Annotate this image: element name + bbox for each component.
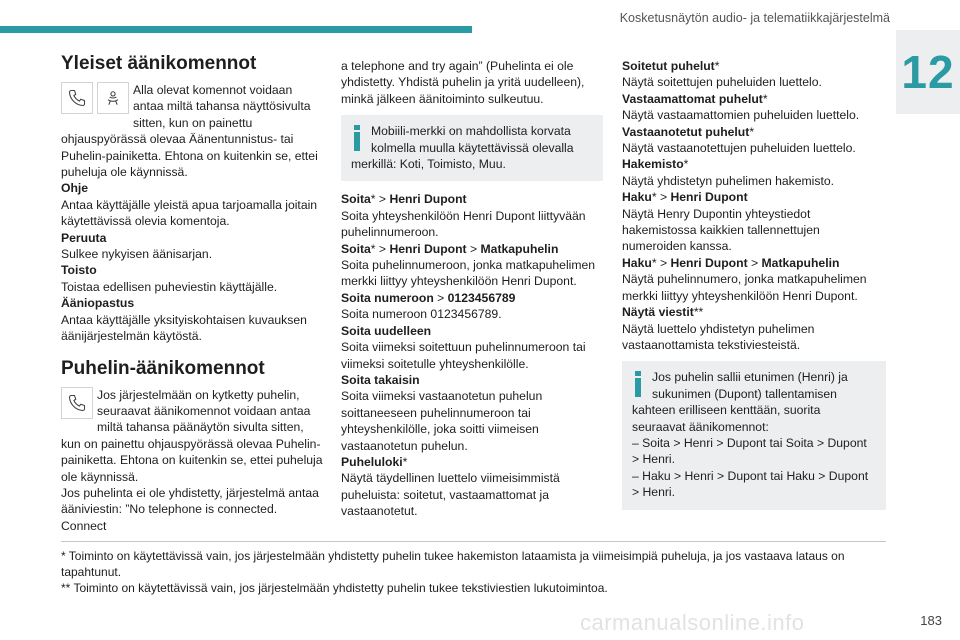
command-title: Soita uudelleen — [341, 323, 432, 338]
command-description: Soita puhelinnumeroon, jonka matkapuhelimen merkki liittyy yhteyshenkilöön Henri Dupont. — [341, 258, 596, 289]
footnotes — [61, 548, 886, 596]
command-title: Hakemisto* — [622, 157, 689, 172]
command-title: Puheluloki* — [341, 454, 408, 469]
command-title: Näytä viestit** — [622, 305, 704, 320]
steering-voice-icon — [97, 82, 129, 114]
info-text: Jos puhelin sallii etunimen (Henri) ja sukunimen (Dupont) tallentamisen kahteen erilliseen kenttään, suorita seuraavat äänikomennot: — [632, 370, 848, 434]
command-title: Haku* > Henri Dupont > Matkapuhelin — [622, 255, 840, 270]
command-title: Soitetut puhelut* — [622, 59, 720, 73]
command-description: Antaa käyttäjälle yleistä apua tarjoamalla joitain käytettävissä olevia komentoja. — [61, 197, 318, 229]
phone-handset-icon — [61, 82, 93, 114]
phone-command-list — [341, 191, 603, 519]
phone-not-connected-text: Jos puhelinta ei ole yhdistetty, järjestelmä antaa ääniviestin: ”No telephone is connected. Connect — [61, 485, 319, 533]
header-accent-bar — [0, 26, 472, 33]
command-title: Soita numeroon > 0123456789 — [341, 290, 516, 305]
command-description: Soita viimeksi soitettuun puhelinnumeroon tai viimeksi soitetulle yhteyshenkilölle. — [341, 340, 586, 371]
page-header-title: Kosketusnäytön audio- ja telematiikkajärjestelmä — [619, 11, 890, 25]
command-title: Haku* > Henri Dupont — [622, 190, 748, 205]
info-text: Mobiili-merkki on mahdollista korvata kolmella muulla käytettävissä olevalla merkillä: Koti, Toimisto, Muu. — [351, 124, 574, 172]
watermark: carmanualsonline.info — [580, 610, 805, 635]
command-description: Näytä soitettujen puheluiden luettelo. — [622, 75, 822, 90]
command-description: Näytä yhdistetyn puhelimen hakemisto. — [622, 173, 835, 188]
command-title: Soita takaisin — [341, 372, 420, 387]
command-title: Ääniopastus — [61, 296, 135, 311]
footnote-2: ** Toiminto on käytettävissä vain, jos järjestelmään yhdistetty puhelin tukee tekstiviestien lukutoimintoa. — [61, 581, 608, 595]
phone-handset-icon — [61, 387, 93, 419]
command-description: Antaa käyttäjälle yksityiskohtaisen kuvauksen äänijärjestelmän käytöstä. — [61, 312, 307, 344]
general-commands-intro: Alla olevat komennot voidaan antaa miltä tahansa näyttösivulta sitten, kun on painettu ohjauspyörässä olevaa Äänentunnistus- tai Puhelin-painiketta. Ehtona on kuitenkin se, ettei puheluja ole käynnissä. — [61, 83, 318, 180]
column-3 — [622, 58, 886, 520]
command-description: Näytä vastaamattomien puheluiden luettelo. — [622, 108, 860, 123]
command-description: Näytä Henry Dupontin yhteystiedot hakemistossa kaikkien tallennettujen numeroiden kanssa. — [622, 206, 820, 254]
command-description: Toistaa edellisen puheviestin käyttäjälle. — [61, 279, 278, 294]
info-icon — [632, 371, 644, 397]
general-command-list — [61, 180, 323, 344]
heading-general-voice-commands: Yleiset äänikomennot — [61, 53, 257, 74]
command-title: Vastaanotetut puhelut* — [622, 124, 755, 139]
heading-phone-voice-commands: Puhelin-äänikomennot — [61, 357, 265, 379]
info-example-search: – Haku > Henri > Dupont tai Haku > Dupont > Henri. — [632, 468, 869, 500]
command-title: Toisto — [61, 263, 97, 278]
command-title: Soita* > Henri Dupont > Matkapuhelin — [341, 241, 559, 256]
column-2 — [341, 58, 603, 520]
info-box-first-last-name — [622, 361, 886, 509]
command-title: Vastaamattomat puhelut* — [622, 91, 768, 106]
command-title: Soita* > Henri Dupont — [341, 192, 467, 207]
command-title: Ohje — [61, 181, 89, 196]
footnote-divider — [61, 541, 886, 542]
phone-commands-intro: Jos järjestelmään on kytketty puhelin, seuraavat äänikomennot voidaan antaa miltä tahansa päänäytön sivulta sitten, kun on painettu ohjauspyörässä olevaa Puhelin-painiketta. Ehtona on kuitenkin se, ettei puheluja ole käynnissä. — [61, 387, 323, 484]
command-description: Näytä luettelo yhdistetyn puhelimen vastaanottamista tekstiviesteistä. — [622, 321, 815, 352]
column-1 — [61, 52, 323, 534]
command-description: Soita numeroon 0123456789. — [341, 307, 502, 322]
info-example-call: – Soita > Henri > Dupont tai Soita > Dupont > Henri. — [632, 435, 867, 467]
footnote-1: * Toiminto on käytettävissä vain, jos järjestelmään yhdistetty puhelin tukee hakemiston lataamista ja viimeisimpiä puheluja, ja jos vastaava lataus on tapahtunut. — [61, 549, 845, 579]
command-description: Soita yhteyshenkilöön Henri Dupont liittyvään puhelinnumeroon. — [341, 208, 586, 240]
command-title: Peruuta — [61, 230, 107, 245]
command-description: Sulkee nykyisen äänisarjan. — [61, 247, 213, 262]
command-description: Näytä vastaanotettujen puheluiden luettelo. — [622, 141, 856, 156]
phone-not-connected-continued: a telephone and try again” (Puhelinta ei ole yhdistetty. Yhdistä puhelin ja yritä uudelleen), minkä jälkeen äänitoiminto sulkeutuu. — [341, 59, 585, 106]
command-description: Näytä puhelinnumero, jonka matkapuhelimen merkki liittyy yhteyshenkilöön Henri Dupont. — [622, 272, 867, 303]
command-description: Soita viimeksi vastaanotetun puhelun soittaneeseen puhelinnumeroon tai yhteyshenkilölle, joka soitti viimeisen vastaanotetun puhelun. — [341, 389, 543, 453]
command-description: Näytä täydellinen luettelo viimeisimmistä puheluista: soitetut, vastaamattomat ja vastaanotetut. — [341, 471, 560, 519]
chapter-number: 12 — [896, 30, 960, 114]
info-box-mobile-tag — [341, 115, 603, 181]
info-icon — [351, 125, 363, 151]
phone-command-list-continued — [622, 58, 886, 353]
page-number: 183 — [920, 613, 942, 628]
